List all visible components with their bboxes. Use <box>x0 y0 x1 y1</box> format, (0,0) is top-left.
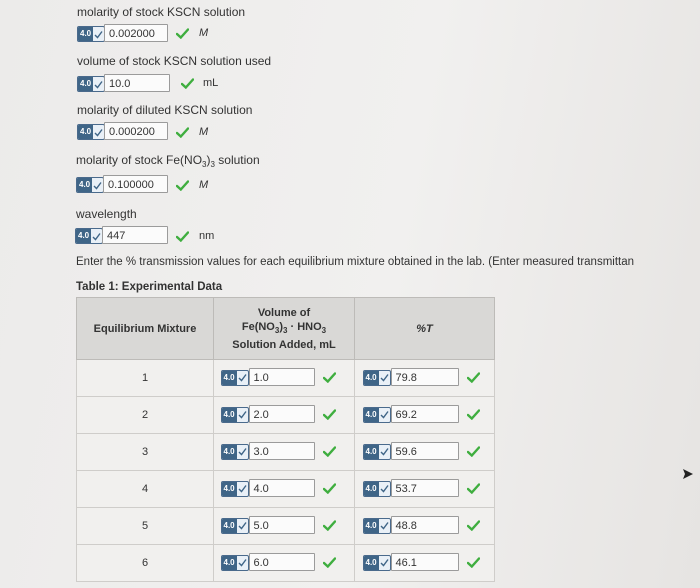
field-label-kscn-diluted-molarity: molarity of diluted KSCN solution <box>77 103 253 117</box>
percent-t-cell <box>355 434 495 471</box>
volume-input[interactable]: 4.0 <box>249 479 315 497</box>
correct-check-icon <box>176 180 189 191</box>
table-row <box>77 434 495 471</box>
unit-label: mL <box>203 77 219 89</box>
column-header-volume: Volume of $Fe(NO_3)_3 \cdot HNO_3$ Solution Added, mL <box>214 298 355 360</box>
correct-check-icon <box>176 28 189 39</box>
score-badge: 4.0 <box>363 555 391 571</box>
score-badge: 4.0 <box>221 444 249 460</box>
correct-check-icon <box>467 557 480 571</box>
pencil-check-icon <box>237 371 248 385</box>
volume-cell <box>214 434 355 471</box>
correct-check-icon <box>467 446 480 460</box>
volume-input[interactable]: 3.0 <box>249 442 315 460</box>
correct-check-icon <box>323 409 336 423</box>
field-label-wavelength: wavelength <box>76 207 137 221</box>
score-badge: 4.0 <box>77 76 105 92</box>
fe-stock-molarity-input[interactable]: 0.100000 <box>103 175 168 193</box>
correct-check-icon <box>467 483 480 497</box>
pencil-check-icon <box>379 371 390 385</box>
mixture-number: 5 <box>77 508 214 545</box>
score-badge: 4.0 <box>221 370 249 386</box>
percent-t-input[interactable]: 69.2 <box>391 405 459 423</box>
table-row <box>77 508 495 545</box>
score-badge: 4.0 <box>363 370 391 386</box>
mixture-number: 1 <box>77 360 214 397</box>
correct-check-icon <box>176 231 189 242</box>
correct-check-icon <box>467 520 480 534</box>
correct-check-icon <box>467 372 480 386</box>
volume-input[interactable]: 6.0 <box>249 553 315 571</box>
pencil-check-icon <box>237 445 248 459</box>
field-label-fe-stock-molarity: molarity of stock $Fe(NO_3)_3$ solution <box>76 153 260 169</box>
pencil-check-icon <box>92 178 103 192</box>
correct-check-icon <box>323 446 336 460</box>
cursor-arrow-icon <box>680 467 694 481</box>
mixture-number: 2 <box>77 397 214 434</box>
volume-cell <box>214 508 355 545</box>
wavelength-input[interactable]: 447 <box>102 226 168 244</box>
pencil-check-icon <box>379 408 390 422</box>
score-badge: 4.0 <box>221 481 249 497</box>
pencil-check-icon <box>237 556 248 570</box>
pencil-check-icon <box>379 445 390 459</box>
volume-input[interactable]: 1.0 <box>249 368 315 386</box>
pencil-check-icon <box>379 556 390 570</box>
kscn-stock-molarity-input[interactable]: 0.002000 <box>104 24 168 42</box>
score-badge: 4.0 <box>221 555 249 571</box>
score-badge: 4.0 <box>363 444 391 460</box>
score-badge: 4.0 <box>363 481 391 497</box>
pencil-check-icon <box>93 125 104 139</box>
percent-t-cell <box>355 545 495 582</box>
correct-check-icon <box>176 127 189 138</box>
mixture-number: 4 <box>77 471 214 508</box>
unit-label: M <box>199 126 209 138</box>
kscn-volume-input[interactable]: 10.0 <box>104 74 170 92</box>
pencil-check-icon <box>379 482 390 496</box>
correct-check-icon <box>181 78 194 89</box>
score-badge: 4.0 <box>77 124 105 140</box>
correct-check-icon <box>323 557 336 571</box>
table-row <box>77 545 495 582</box>
pencil-check-icon <box>237 482 248 496</box>
volume-cell <box>214 471 355 508</box>
unit-label: M <box>199 27 209 39</box>
correct-check-icon <box>467 409 480 423</box>
column-header-mixture: Equilibrium Mixture <box>77 298 214 360</box>
experimental-data-table <box>76 297 495 582</box>
mixture-number: 6 <box>77 545 214 582</box>
score-badge: 4.0 <box>363 407 391 423</box>
pencil-check-icon <box>237 408 248 422</box>
score-badge: 4.0 <box>221 518 249 534</box>
volume-cell <box>214 360 355 397</box>
percent-t-cell <box>355 397 495 434</box>
score-badge: 4.0 <box>75 228 103 244</box>
correct-check-icon <box>323 483 336 497</box>
table-row <box>77 471 495 508</box>
mixture-number: 3 <box>77 434 214 471</box>
correct-check-icon <box>323 520 336 534</box>
correct-check-icon <box>323 372 336 386</box>
unit-label: nm <box>199 230 215 242</box>
field-label-kscn-volume: volume of stock KSCN solution used <box>77 54 272 68</box>
score-badge: 4.0 <box>363 518 391 534</box>
column-header-percent-t: %T <box>355 298 495 360</box>
unit-label: M <box>199 179 209 191</box>
percent-t-input[interactable]: 53.7 <box>391 479 459 497</box>
volume-cell <box>214 545 355 582</box>
pencil-check-icon <box>237 519 248 533</box>
instructions-text: Enter the % transmission values for each equilibrium mixture obtained in the lab. (Enter measured transmittan <box>76 256 635 268</box>
pencil-check-icon <box>93 77 104 91</box>
score-badge: 4.0 <box>221 407 249 423</box>
table-caption: Table 1: Experimental Data <box>76 281 223 293</box>
volume-cell <box>214 397 355 434</box>
percent-t-input[interactable]: 59.6 <box>391 442 459 460</box>
pencil-check-icon <box>93 27 104 41</box>
score-badge: 4.0 <box>77 26 105 42</box>
percent-t-cell <box>355 508 495 545</box>
field-label-kscn-stock-molarity: molarity of stock KSCN solution <box>77 5 246 19</box>
percent-t-cell <box>355 471 495 508</box>
volume-input[interactable]: 2.0 <box>249 405 315 423</box>
table-row <box>77 397 495 434</box>
pencil-check-icon <box>379 519 390 533</box>
percent-t-input[interactable]: 79.8 <box>391 368 459 386</box>
percent-t-input[interactable]: 46.1 <box>391 553 459 571</box>
table-row <box>77 360 495 397</box>
percent-t-cell <box>355 360 495 397</box>
percent-t-input[interactable]: 48.8 <box>391 516 459 534</box>
volume-input[interactable]: 5.0 <box>249 516 315 534</box>
pencil-check-icon <box>91 229 102 243</box>
kscn-diluted-molarity-input[interactable]: 0.000200 <box>104 122 168 140</box>
score-badge: 4.0 <box>76 177 104 193</box>
